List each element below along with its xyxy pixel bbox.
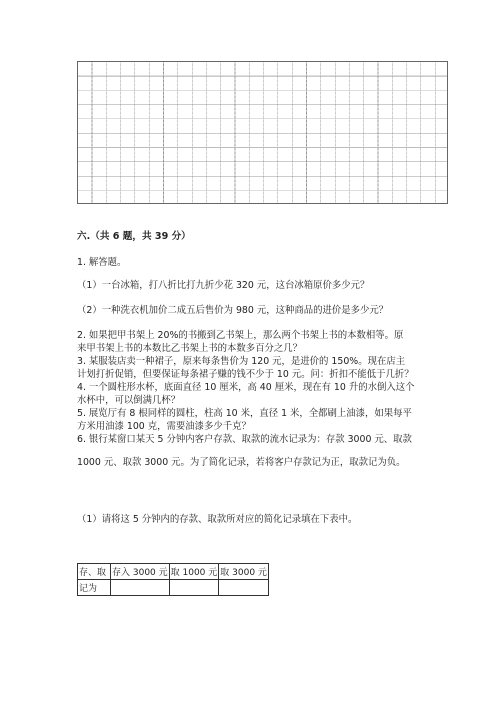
table-header-cell: 存入 3000 元 <box>111 564 170 580</box>
section-title: 六.（共 6 题，共 39 分） <box>77 231 191 242</box>
question-6-line-1: 6. 银行某窗口某天 5 分钟内客户存款、取款的流水记录为：存款 3000 元、取款 <box>77 434 412 445</box>
answer-cell[interactable] <box>169 580 219 596</box>
question-3-line-1: 3. 某服装店卖一种裙子，原来每条售价为 120 元，是进价的 150%。现在店主 <box>77 356 406 367</box>
question-5-line-1: 5. 展览厅有 8 根同样的圆柱，柱高 10 米，直径 1 米，全都刷上油漆，如果每平 <box>77 408 412 419</box>
question-4-line-2: 水杯中，可以倒满几杯？ <box>77 395 181 406</box>
table-header-cell: 取 1000 元 <box>169 564 219 580</box>
question-6-part-1: （1）请将这 5 分钟内的存款、取款所对应的简化记录填在下表中。 <box>77 514 358 525</box>
table-row <box>78 564 269 580</box>
question-2-line-1: 2. 如果把甲书架上 20%的书搬到乙书架上，那么两个书架上书的本数相等。原 <box>77 330 404 341</box>
table-header-cell: 存、取 <box>78 564 111 580</box>
question-2-line-2: 来甲书架上书的本数比乙书架上书的本数多百分之几？ <box>77 343 303 354</box>
question-1-heading: 1. 解答题。 <box>77 257 127 268</box>
answer-cell[interactable] <box>219 580 269 596</box>
question-5-line-2: 方米用油漆 100 克，需要油漆多少千克？ <box>77 421 251 432</box>
answer-cell[interactable] <box>111 580 170 596</box>
table-row <box>78 580 269 596</box>
record-table <box>77 563 269 596</box>
writing-grid <box>77 61 448 204</box>
table-header-cell: 取 3000 元 <box>219 564 269 580</box>
question-6-line-2: 1000 元、取款 3000 元。为了简化记录，若将客户存款记为正，取款记为负。 <box>77 457 406 468</box>
question-4-line-1: 4. 一个圆柱形水杯，底面直径 10 厘米，高 40 厘米，现在有 10 升的水倒入这个 <box>77 382 415 393</box>
question-1-part-2: （2）一种洗衣机加价二成五后售价为 980 元，这种商品的进价是多少元？ <box>77 305 389 316</box>
table-row-label: 记为 <box>78 580 111 596</box>
question-1-part-1: （1）一台冰箱，打八折比打九折少花 320 元，这台冰箱原价多少元？ <box>77 280 370 291</box>
question-3-line-2: 计划打折促销，但要保证每条裙子赚的钱不少于 10 元。问：折扣不能低于几折？ <box>77 369 414 380</box>
